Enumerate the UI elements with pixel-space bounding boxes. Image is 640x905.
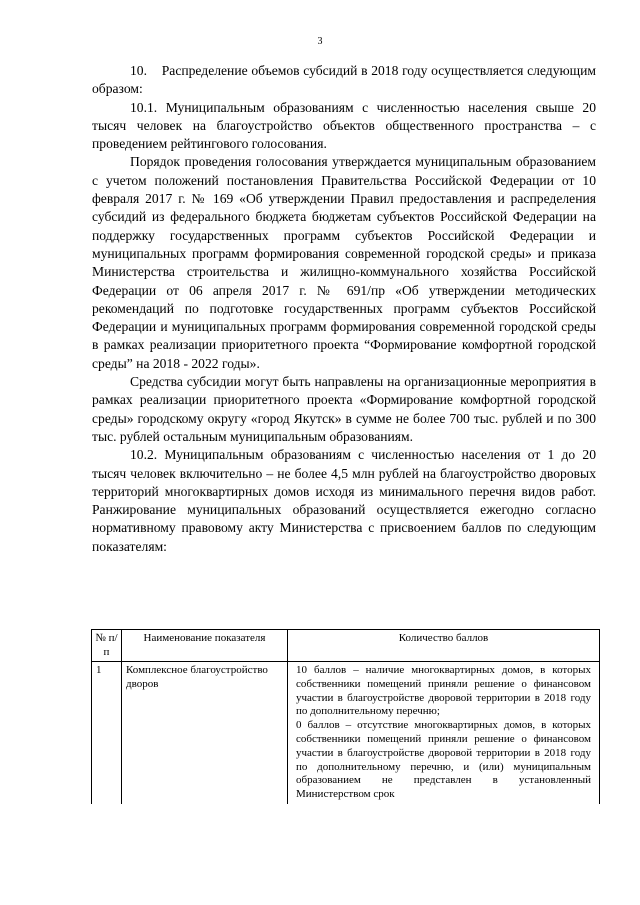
paragraph-10-2: 10.2. Муниципальным образованиям с численностью населения от 1 до 20 тысяч человек включительно – не более 4,5 млн рублей на благоустройство дворовых территорий многоквартирных домов исходя из минимального перечня видов работ. Ранжирование муниципальных образований осуществляется ежегодно согласно нормативному правовому акту Министерства с присвоением баллов по следующим показателям: (92, 447, 596, 554)
header-num: № п/п (92, 630, 122, 662)
row-indicator-name: Комплексное благоустройство дворов (122, 662, 288, 804)
score-line: 0 баллов – отсутствие многоквартирных домов, в которых собственники помещений приняли решение о финансовом участии в благоустройстве дворовой территории в 2018 году по дополнительному перечню, и (или) муниципальным образованием не представлен в установленный Министерством срок (296, 719, 591, 801)
paragraph-10: 10. Распределение объемов субсидий в 2018 году осуществляется следующим образом: (92, 63, 596, 97)
paragraph-10-1: 10.1. Муниципальным образованиям с численностью населения свыше 20 тысяч человек на благоустройство объектов общественного пространства – с проведением рейтингового голосования. (92, 99, 596, 152)
table-row (92, 662, 600, 804)
header-indicator-name: Наименование показателя (122, 630, 288, 662)
indicators-table (91, 629, 600, 804)
table-header-row (92, 630, 600, 662)
header-score-count: Количество баллов (288, 630, 600, 662)
body-text (92, 62, 596, 556)
page-number: 3 (317, 36, 323, 47)
score-line: 10 баллов – наличие многоквартирных домов, в которых собственники помещений приняли решение о финансовом участии в благоустройстве дворовой территории в 2018 году по дополнительному перечню; (296, 664, 591, 718)
row-score-description (288, 662, 600, 804)
paragraph-subsidy-funds: Средства субсидии могут быть направлены на организационные мероприятия в рамках реализации приоритетного проекта «Формирование комфортной городской среды» городскому округу «город Якутск» в сумме не более 700 тыс. рублей и по 300 тыс. рублей остальным муниципальным образованиям. (92, 374, 596, 444)
row-num: 1 (92, 662, 122, 804)
paragraph-voting-procedure: Порядок проведения голосования утверждается муниципальным образованием с учетом положений постановления Правительства Российской Федерации от 10 февраля 2017 г. № 169 «Об утверждении Правил предоставления и распределения субсидий из федерального бюджета бюджетам субъектов Российской Федерации на поддержку государственных программ субъектов Российской Федерации и муниципальных программ формирования современной городской среды» и приказа Министерства строительства и жилищно-коммунального хозяйства Российской Федерации от 06 апреля 2017 г. № 691/пр «Об утверждении методических рекомендаций по подготовке государственных программ субъектов Российской Федерации и муниципальных программ формирования современной городской среды в рамках реализации приоритетного проекта “Формирование комфортной городской среды” на 2018 - 2022 годы». (92, 154, 596, 371)
